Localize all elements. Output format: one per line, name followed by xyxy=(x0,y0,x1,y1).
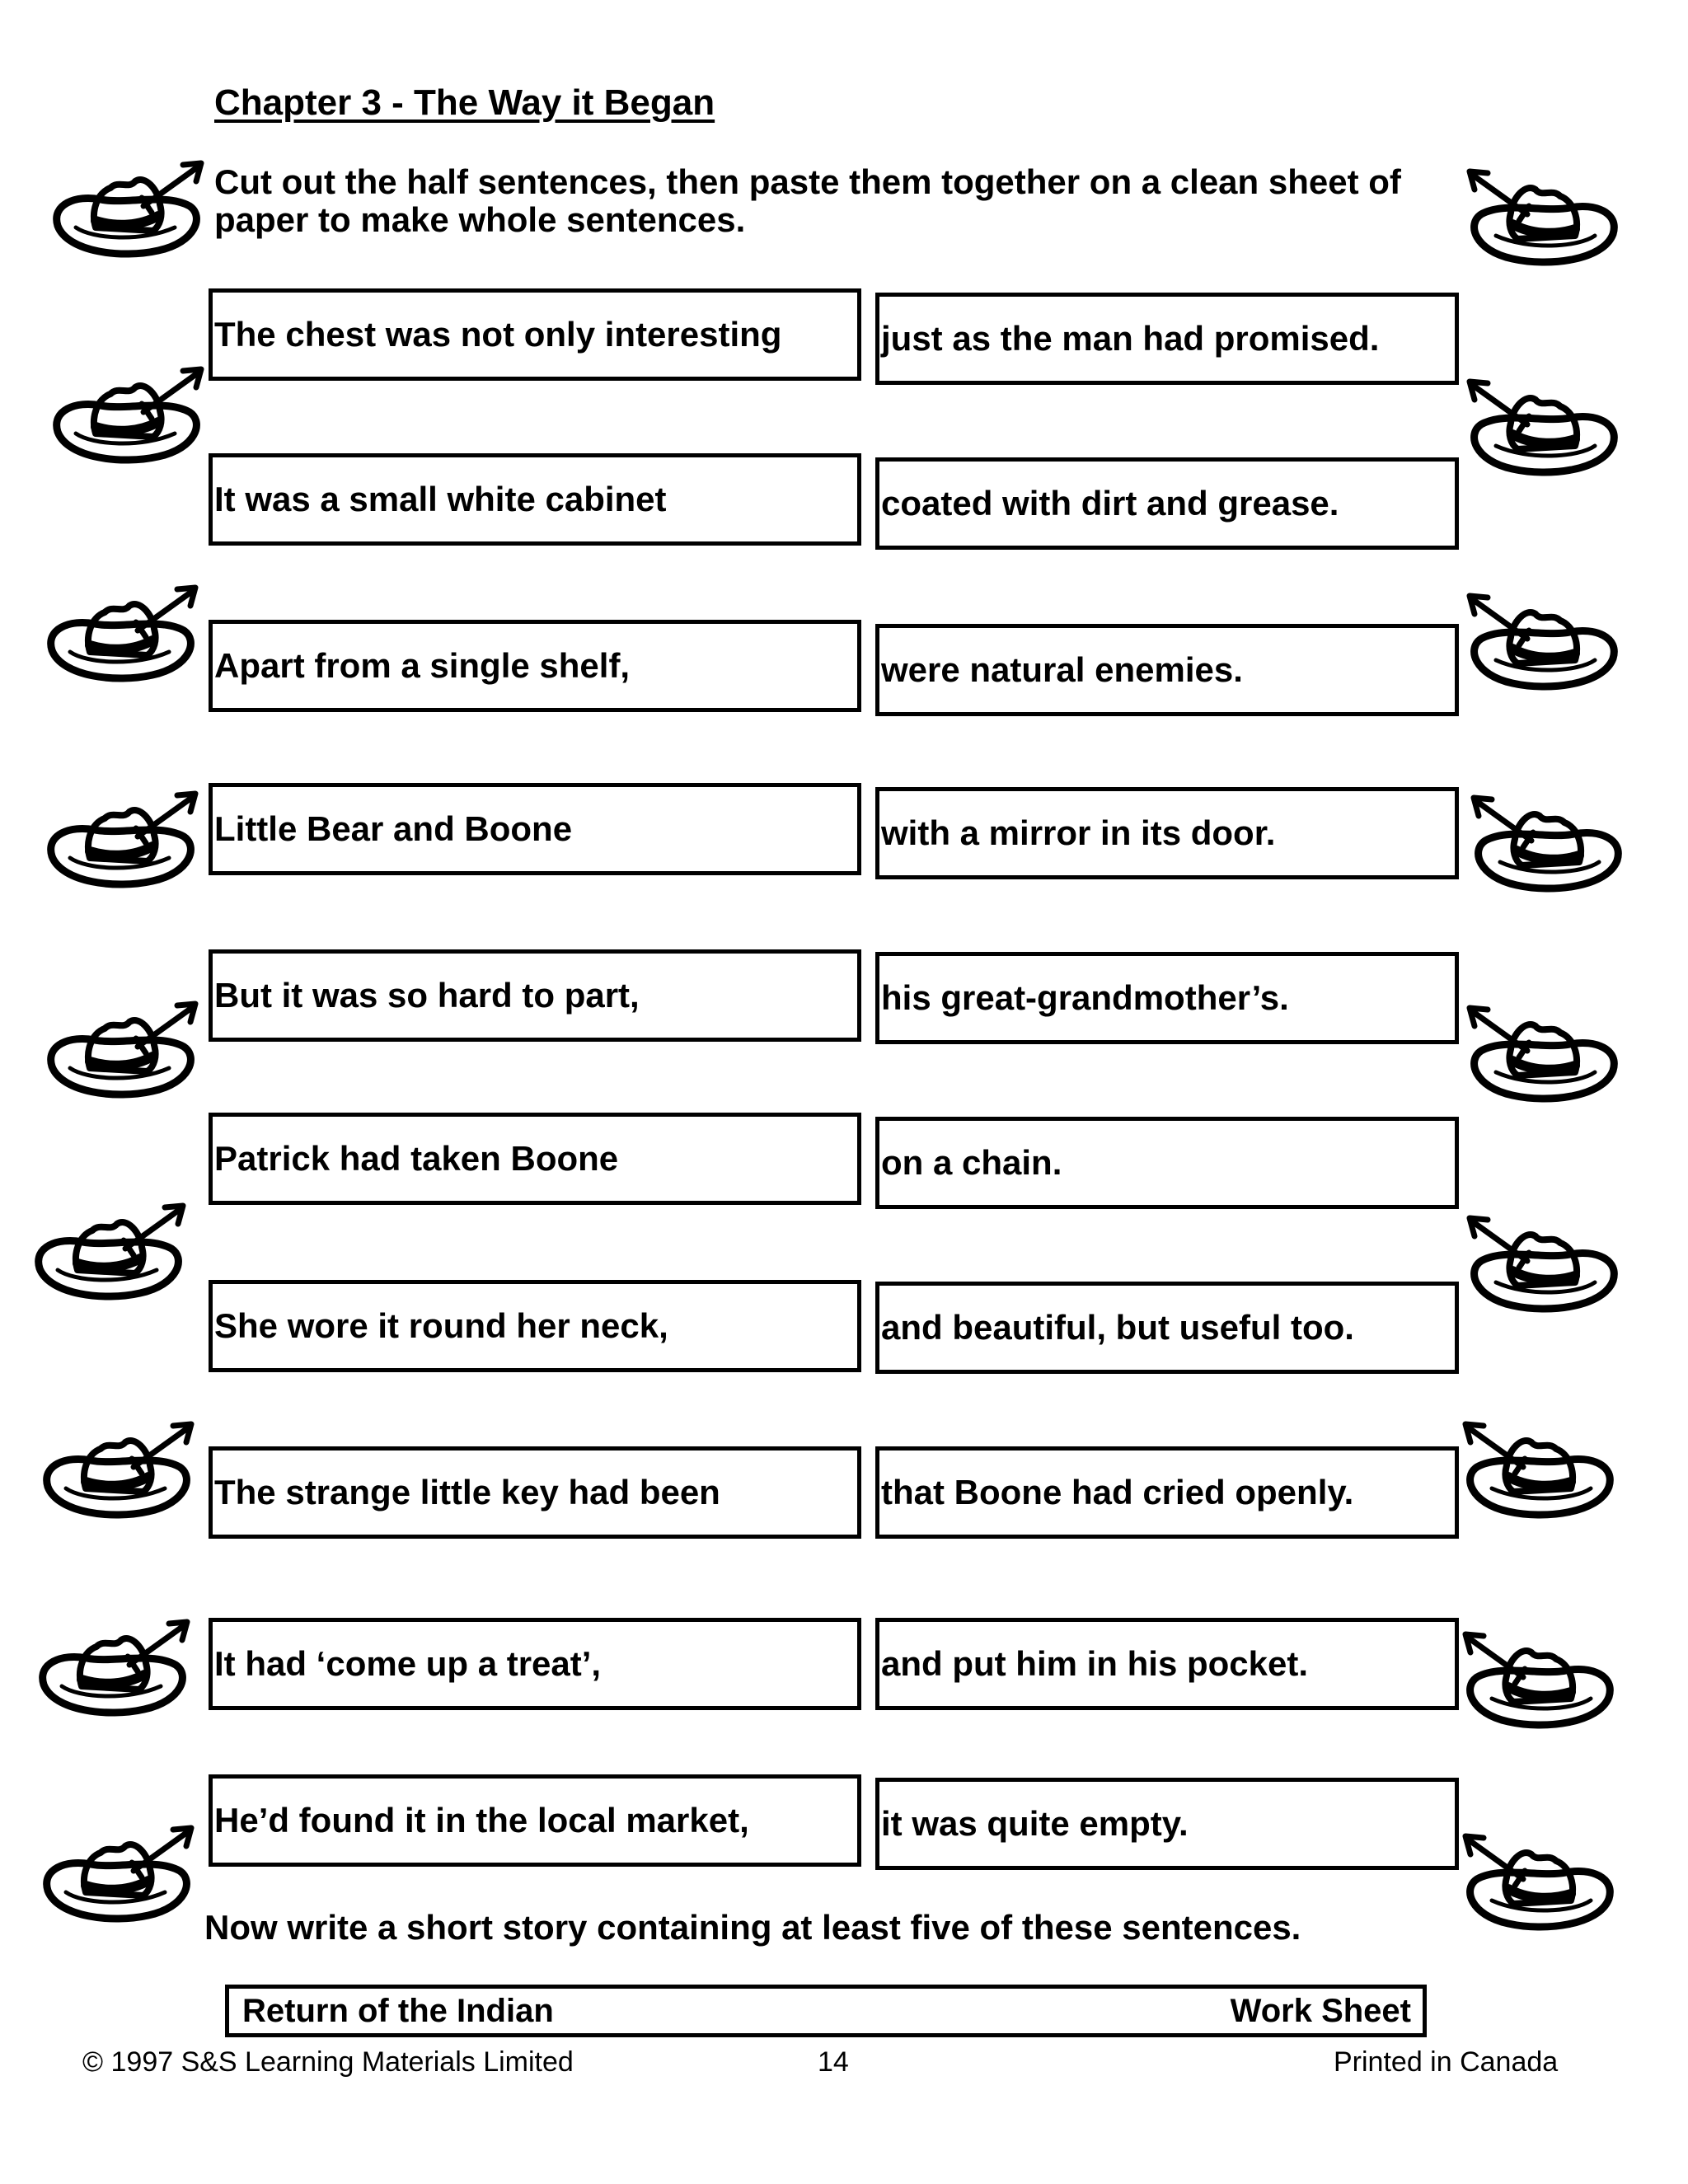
copyright-notice: © 1997 S&S Learning Materials Limited xyxy=(82,2046,574,2078)
cowboy-hat-icon xyxy=(25,1199,190,1306)
sentence-half-right: and put him in his pocket. xyxy=(875,1618,1459,1710)
cowboy-hat-icon xyxy=(1459,1830,1624,1937)
cowboy-hat-icon xyxy=(1463,589,1628,696)
printed-notice: Printed in Canada xyxy=(1334,2046,1559,2078)
book-title: Return of the Indian xyxy=(242,1992,554,2029)
cowboy-hat-icon xyxy=(43,363,208,470)
cowboy-hat-icon xyxy=(1459,1628,1624,1735)
sentence-half-right: just as the man had promised. xyxy=(875,293,1459,385)
cowboy-hat-icon xyxy=(1463,1212,1628,1319)
sentence-half-left: Apart from a single shelf, xyxy=(209,620,861,712)
cowboy-hat-icon xyxy=(1463,165,1628,272)
sentence-half-right: and beautiful, but useful too. xyxy=(875,1282,1459,1374)
sentence-half-right: coated with dirt and grease. xyxy=(875,457,1459,550)
footer-banner xyxy=(225,1985,1427,2037)
sentence-half-right: on a chain. xyxy=(875,1117,1459,1209)
cowboy-hat-icon xyxy=(33,1821,198,1929)
sentence-half-left: The strange little key had been xyxy=(209,1446,861,1539)
sentence-half-right: were natural enemies. xyxy=(875,624,1459,716)
sentence-half-left: Little Bear and Boone xyxy=(209,783,861,875)
sentence-half-left: But it was so hard to part, xyxy=(209,949,861,1042)
sentence-half-left: It was a small white cabinet xyxy=(209,453,861,546)
final-instruction: Now write a short story containing at least five of these sentences. xyxy=(204,1908,1301,1947)
instructions: Cut out the half sentences, then paste them together on a clean sheet of paper to make whole sentences. xyxy=(214,162,1401,239)
sentence-half-left: It had ‘come up a treat’, xyxy=(209,1618,861,1710)
sentence-half-right: his great-grandmother’s. xyxy=(875,952,1459,1044)
cowboy-hat-icon xyxy=(1463,1001,1628,1108)
sentence-half-left: The chest was not only interesting xyxy=(209,288,861,381)
cowboy-hat-icon xyxy=(37,581,202,688)
cowboy-hat-icon xyxy=(33,1418,198,1525)
sentence-half-left: Patrick had taken Boone xyxy=(209,1113,861,1205)
cowboy-hat-icon xyxy=(29,1615,194,1722)
sheet-type: Work Sheet xyxy=(1230,1992,1411,2029)
sentence-half-right: with a mirror in its door. xyxy=(875,787,1459,879)
sentence-half-right: that Boone had cried openly. xyxy=(875,1446,1459,1539)
sentence-half-right: it was quite empty. xyxy=(875,1778,1459,1870)
cowboy-hat-icon xyxy=(43,157,208,264)
page-number: 14 xyxy=(818,2046,849,2078)
sentence-half-left: She wore it round her neck, xyxy=(209,1280,861,1372)
sentence-half-left: He’d found it in the local market, xyxy=(209,1774,861,1867)
page-title: Chapter 3 - The Way it Began xyxy=(214,82,715,123)
cowboy-hat-icon xyxy=(37,787,202,894)
cowboy-hat-icon xyxy=(1463,375,1628,482)
cowboy-hat-icon xyxy=(1459,1418,1624,1525)
cowboy-hat-icon xyxy=(1467,791,1632,898)
cowboy-hat-icon xyxy=(37,997,202,1104)
